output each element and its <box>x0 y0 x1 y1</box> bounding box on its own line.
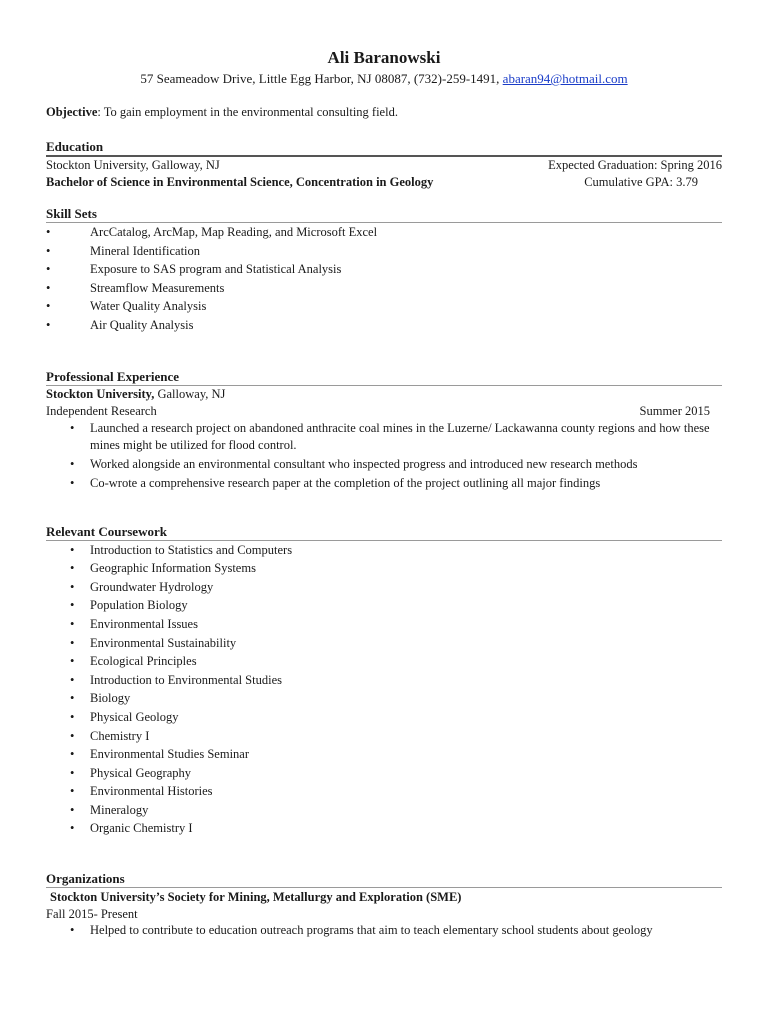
education-degree: Bachelor of Science in Environmental Science, Concentration in Geology <box>46 175 434 189</box>
coursework-list <box>46 541 722 839</box>
list-item: • Environmental Studies Seminar <box>46 745 722 764</box>
resume-page <box>46 48 722 941</box>
experience-section <box>46 369 722 492</box>
organization-dates: Fall 2015- Present <box>46 907 138 922</box>
list-item: • Streamflow Measurements <box>46 279 722 298</box>
list-item: • Air Quality Analysis <box>46 316 722 335</box>
skills-section <box>46 206 722 335</box>
list-item: • Worked alongside an environmental consultant who inspected progress and introduced new research methods <box>46 456 722 473</box>
list-item: • Launched a research project on abandoned anthracite coal mines in the Luzerne/ Lackawanna county regions and how these mines might be utilized for flood control. <box>46 420 722 454</box>
education-school-row <box>46 157 722 174</box>
list-item: • Chemistry I <box>46 727 722 746</box>
objective <box>46 104 722 121</box>
list-item: • ArcCatalog, ArcMap, Map Reading, and Microsoft Excel <box>46 223 722 242</box>
list-item: • Mineral Identification <box>46 242 722 261</box>
coursework-section <box>46 524 722 839</box>
contact-line <box>46 70 722 88</box>
list-item: • Geographic Information Systems <box>46 559 722 578</box>
list-item: • Groundwater Hydrology <box>46 578 722 597</box>
experience-role-row <box>46 403 722 420</box>
resume-name: Ali Baranowski <box>327 48 441 67</box>
objective-label: Objective <box>46 105 98 119</box>
experience-title: Professional Experience <box>46 369 722 386</box>
coursework-title: Relevant Coursework <box>46 524 722 541</box>
skills-title: Skill Sets <box>46 206 722 223</box>
list-item: • Physical Geology <box>46 708 722 727</box>
list-item: • Population Biology <box>46 596 722 615</box>
list-item: • Co-wrote a comprehensive research paper at the completion of the project outlining all major findings <box>46 475 722 492</box>
education-degree-row <box>46 174 722 191</box>
list-item: • Physical Geography <box>46 764 722 783</box>
list-item: • Water Quality Analysis <box>46 297 722 316</box>
experience-employer: Stockton University, <box>46 386 155 401</box>
education-graduation: Expected Graduation: Spring 2016 <box>548 158 722 172</box>
email-link[interactable]: abaran94@hotmail.com <box>502 71 628 86</box>
experience-employer-row <box>46 386 722 403</box>
list-item: • Helped to contribute to education outreach programs that aim to teach elementary school students about geology <box>46 922 722 939</box>
list-item: • Exposure to SAS program and Statistical Analysis <box>46 260 722 279</box>
education-gpa: Cumulative GPA: 3.79 <box>584 175 698 189</box>
list-item: • Environmental Histories <box>46 782 722 801</box>
experience-date: Summer 2015 <box>639 403 710 418</box>
list-item: • Organic Chemistry I <box>46 819 722 838</box>
experience-location: Galloway, NJ <box>154 386 226 401</box>
list-item: • Mineralogy <box>46 801 722 820</box>
organization-bullets <box>46 922 722 939</box>
skills-list <box>46 223 722 335</box>
contact-address-phone: 57 Seameadow Drive, Little Egg Harbor, NJ 08087, (732)-259-1491, <box>140 71 503 86</box>
organization-name: Stockton University’s Society for Mining, Metallurgy and Exploration (SME) <box>50 890 462 905</box>
list-item: • Environmental Sustainability <box>46 634 722 653</box>
objective-text: : To gain employment in the environmental consulting field. <box>97 105 398 119</box>
organizations-title: Organizations <box>46 871 722 888</box>
experience-bullets <box>46 420 722 492</box>
experience-role: Independent Research <box>46 403 157 418</box>
education-school: Stockton University, Galloway, NJ <box>46 158 220 172</box>
list-item: • Environmental Issues <box>46 615 722 634</box>
education-section <box>46 139 722 191</box>
list-item: • Ecological Principles <box>46 652 722 671</box>
organizations-section <box>46 871 722 939</box>
list-item: • Biology <box>46 689 722 708</box>
list-item: • Introduction to Environmental Studies <box>46 671 722 690</box>
list-item: • Introduction to Statistics and Computers <box>46 541 722 560</box>
education-title: Education <box>46 139 722 157</box>
